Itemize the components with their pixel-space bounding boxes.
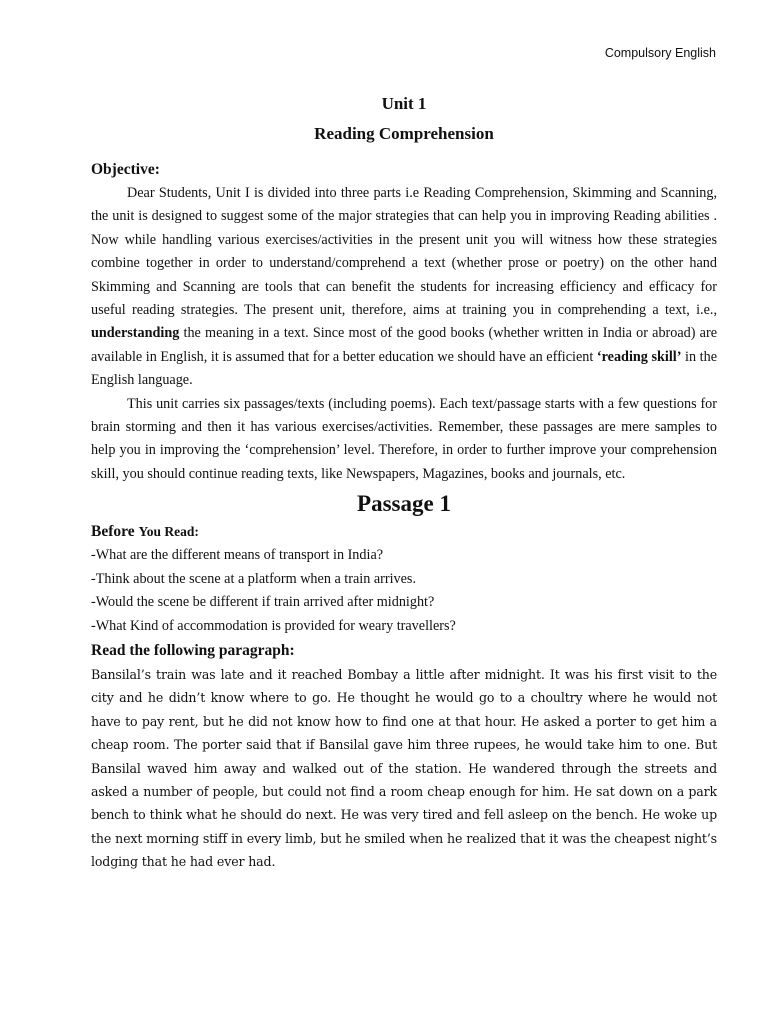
question-item: -Would the scene be different if train arrived after midnight? <box>91 594 435 611</box>
before-heading-part-b: You Read: <box>138 524 199 540</box>
before-you-read-heading <box>91 520 717 544</box>
main-content <box>91 158 717 874</box>
passage-title: Passage 1 <box>357 491 451 517</box>
story-paragraph: Bansilal’s train was late and it reached Bombay a little after midnight. It was his first visit to the city and he didn’t know where to go. He thought he would go to a choultry where he would not have to pay rent, but he did not know how to find one at that hour. He asked a porter to get him a cheap room. The porter said that if Bansilal gave him three rupees, he would take him to one. But Bansilal waved him away and walked out of the station. He wandered through the streets and asked a number of people, but could not find a room cheap enough for him. He sat down on a park bench to think what he should do next. He was very tired and fell asleep on the bench. He woke up the next morning stiff in every limb, but he smiled when he realized that it was the cheapest night’s lodging that he had ever had. <box>91 666 717 870</box>
objective-paragraph-2: This unit carries six passages/texts (including poems). Each text/passage starts with a few questions for brain storming and then it has various exercises/activities. Remember, these passages are mere samples to help you in improving the ‘comprehension’ level. Therefore, in order to further improve your comprehension skill, you should continue reading texts, like Newspapers, Magazines, books and journals, etc. <box>91 395 717 482</box>
bold-understanding: understanding <box>91 325 180 342</box>
objective-text-c: in the English language. <box>91 348 717 389</box>
question-item: -What Kind of accommodation is provided for weary travellers? <box>91 617 456 634</box>
read-paragraph-heading: Read the following paragraph: <box>91 641 295 659</box>
question-item: -Think about the scene at a platform when a train arrives. <box>91 570 417 587</box>
bold-reading-skill: ‘reading skill’ <box>596 348 682 365</box>
running-header: Compulsory English <box>604 46 716 60</box>
objective-paragraph-1 <box>91 182 717 393</box>
unit-subtitle: Reading Comprehension <box>314 124 494 143</box>
objective-text-b: the meaning in a text. Since most of the good books (whether written in India or abroad) are available in English, it is assumed that for a better education we should have an efficient <box>91 325 717 365</box>
question-item: -What are the different means of transport in India? <box>91 547 384 564</box>
unit-title: Unit 1 <box>381 94 427 113</box>
objective-text-a: Dear Students, Unit I is divided into three parts i.e Reading Comprehension, Skimming and Scanning, the unit is designed to suggest some of the major strategies that can help you in improving Reading abilities . Now while handling various exercises/activities in the present unit you will witness how these strategies combine together in order to understand/comprehend a text (whether prose or poetry) on the other hand Skimming and Scanning are tools that can benefit the students for increasing efficiency and efficacy for useful reading strategies. The present unit, therefore, aims at training you in comprehending a text, i.e., <box>91 185 717 319</box>
before-heading-part-a: Before <box>91 523 139 541</box>
objective-heading: Objective: <box>91 161 160 178</box>
